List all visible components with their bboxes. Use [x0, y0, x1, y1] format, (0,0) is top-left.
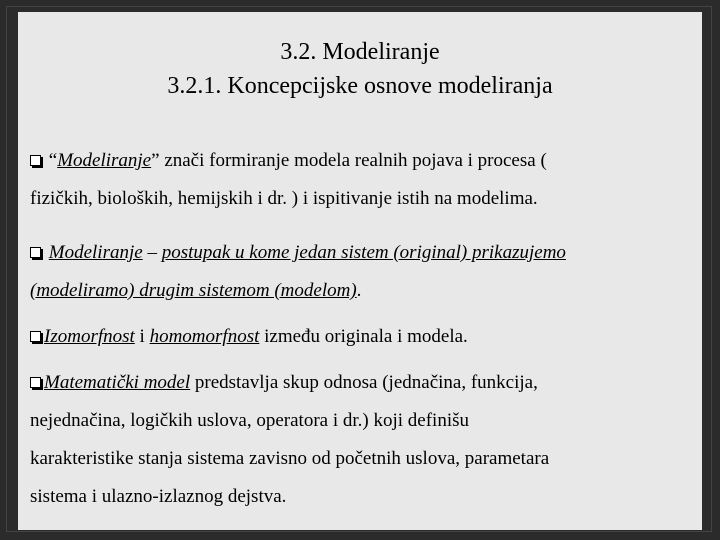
checkbox-square-icon — [30, 377, 41, 388]
bullet-1-quote-close: ” — [151, 150, 160, 171]
checkbox-square-icon — [30, 155, 41, 166]
bullet-4-text-a: predstavlja skup odnosa (jednačina, funkcija, — [190, 372, 538, 393]
title-line-1: 3.2. Modeliranje — [280, 39, 440, 65]
bullet-4-term: Matematički model — [44, 372, 191, 393]
checkbox-square-icon — [30, 247, 41, 258]
slide-title — [18, 35, 702, 103]
bullet-3 — [30, 318, 690, 356]
bullet-4-text-c: karakteristike stanja sistema zavisno od početnih uslova, parametara — [30, 448, 550, 469]
bullet-1-quote-open: “ — [48, 150, 58, 171]
bullet-4-text-d: sistema i ulazno-izlaznog dejstva. — [30, 486, 287, 507]
bullet-3-term-1: Izomorfnost — [44, 326, 135, 347]
bullet-1-text-b: fizičkih, bioloških, hemijskih i dr. ) i ispitivanje istih na modelima. — [30, 188, 538, 209]
slide-content — [18, 12, 702, 530]
bullet-1 — [30, 142, 690, 218]
bullet-2-term: Modeliranje — [48, 242, 143, 263]
bullet-2-underlined-b: (modeliramo) drugim sistemom (modelom) — [30, 280, 357, 301]
bullet-2 — [30, 234, 690, 310]
bullet-3-text: između originala i modela. — [259, 326, 468, 347]
bullet-1-text-a: znači formiranje modela realnih pojava i procesa ( — [159, 150, 547, 171]
bullet-1-term: Modeliranje — [57, 150, 152, 171]
bullet-4 — [30, 364, 690, 516]
checkbox-square-icon — [30, 331, 41, 342]
bullet-3-term-2: homomorfnost — [149, 326, 260, 347]
bullet-2-dash: – — [142, 242, 162, 263]
title-line-2: 3.2.1. Koncepcijske osnove modeliranja — [167, 73, 553, 99]
bullet-2-end: . — [356, 280, 362, 301]
bullet-3-mid: i — [134, 326, 150, 347]
bullet-4-text-b: nejednačina, logičkih uslova, operatora i dr.) koji definišu — [30, 410, 469, 431]
bullet-2-underlined-a: postupak u kome jedan sistem (original) prikazujemo — [161, 242, 566, 263]
